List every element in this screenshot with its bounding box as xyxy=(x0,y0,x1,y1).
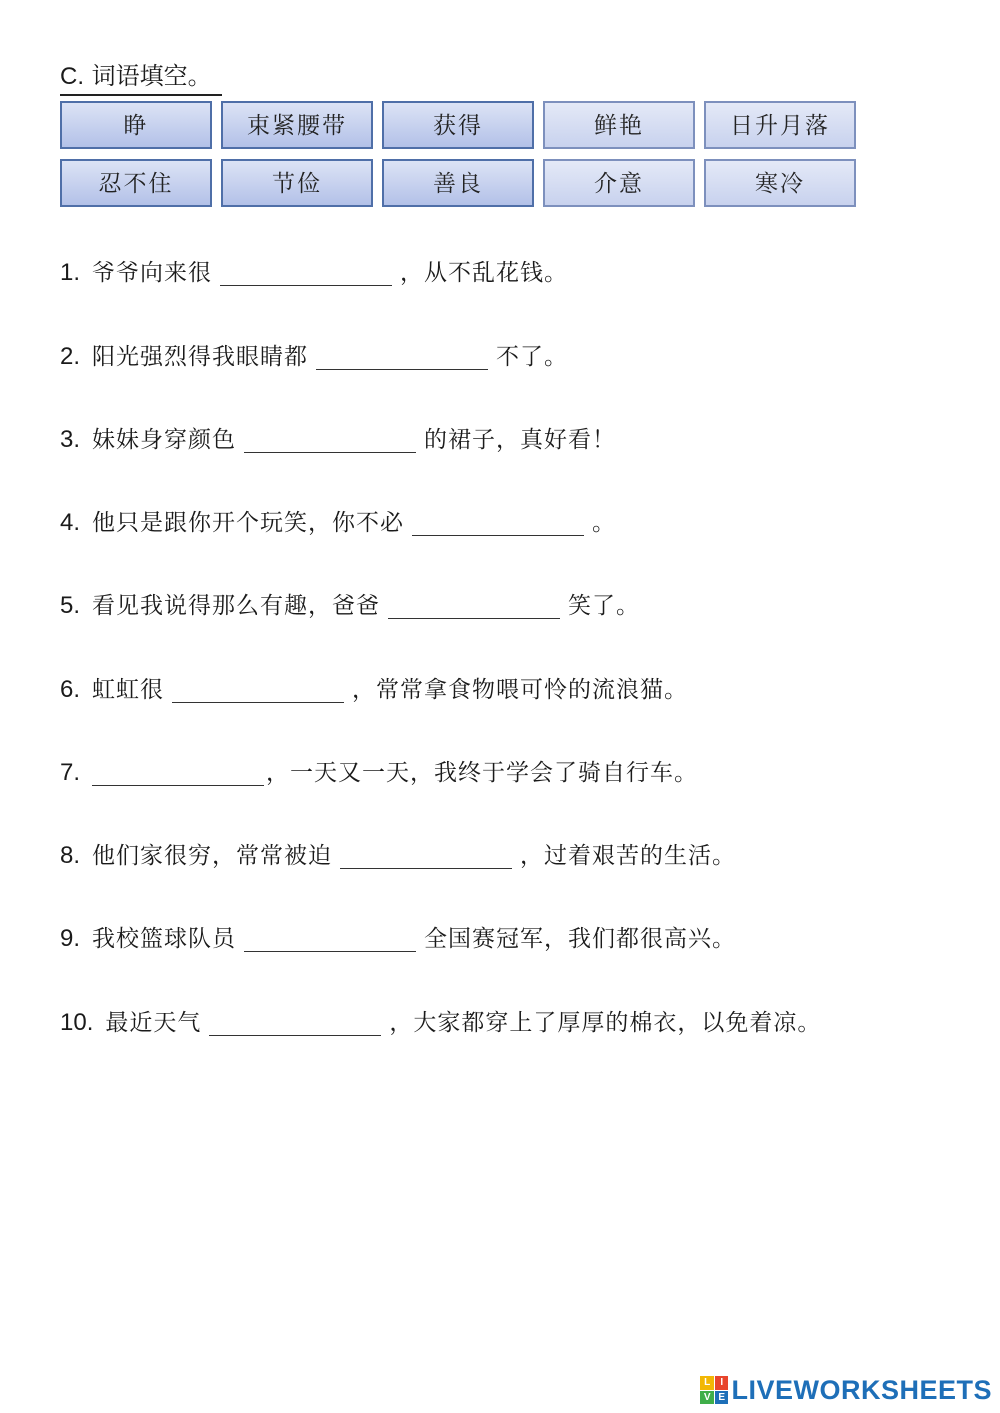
word-chip[interactable]: 日升月落 xyxy=(704,101,856,149)
question-3 xyxy=(60,425,616,455)
question-text-before: 阳光强烈得我眼睛都 xyxy=(92,344,309,370)
section-letter: C. xyxy=(60,63,84,90)
logo-text: LIVEWORKSHEETS xyxy=(731,1374,992,1405)
question-number: 10. xyxy=(60,1009,94,1036)
logo-mark-letter: L xyxy=(700,1376,714,1390)
question-text-after: 的裙子，真好看！ xyxy=(424,427,617,453)
question-number: 8. xyxy=(60,842,81,869)
word-chip[interactable]: 介意 xyxy=(543,159,695,207)
answer-blank[interactable] xyxy=(340,842,512,869)
answer-blank[interactable] xyxy=(244,426,416,453)
answer-blank[interactable] xyxy=(412,509,584,536)
question-5 xyxy=(60,591,640,621)
question-number: 5. xyxy=(60,592,81,619)
question-8 xyxy=(60,841,736,871)
word-chip[interactable]: 鲜艳 xyxy=(543,101,695,149)
question-2 xyxy=(60,342,568,372)
question-10 xyxy=(60,1008,821,1038)
answer-blank[interactable] xyxy=(388,592,560,619)
question-text-after: 。 xyxy=(592,510,617,536)
question-text-after: ，大家都穿上了厚厚的棉衣，以免着凉。 xyxy=(389,1010,822,1036)
liveworksheets-logo xyxy=(700,1373,992,1407)
question-text-after: ，过着艰苦的生活。 xyxy=(520,843,737,869)
question-text-after: ，一天又一天，我终于学会了骑自行车。 xyxy=(266,760,699,786)
question-9 xyxy=(60,924,736,954)
logo-mark-letter: I xyxy=(715,1376,729,1390)
question-text-before: 最近天气 xyxy=(105,1010,202,1036)
question-6 xyxy=(60,675,688,705)
question-4 xyxy=(60,508,616,538)
word-chip[interactable]: 获得 xyxy=(382,101,534,149)
question-text-before: 我校篮球队员 xyxy=(92,926,237,952)
word-bank xyxy=(60,101,860,209)
question-text-after: 不了。 xyxy=(496,344,569,370)
question-text-before: 爷爷向来很 xyxy=(92,260,213,286)
word-chip[interactable]: 节俭 xyxy=(221,159,373,207)
answer-blank[interactable] xyxy=(172,676,344,703)
answer-blank[interactable] xyxy=(92,759,264,786)
question-text-after: 笑了。 xyxy=(568,593,641,619)
question-text-before: 妹妹身穿颜色 xyxy=(92,427,237,453)
question-text-before: 他们家很穷，常常被迫 xyxy=(92,843,333,869)
logo-mark-icon xyxy=(700,1376,728,1404)
question-number: 1. xyxy=(60,259,81,286)
logo-mark-letter: E xyxy=(715,1391,729,1405)
answer-blank[interactable] xyxy=(316,343,488,370)
question-text-after: ，从不乱花钱。 xyxy=(400,260,569,286)
section-heading: 词语填空。 xyxy=(91,62,212,90)
answer-blank[interactable] xyxy=(220,259,392,286)
question-number: 3. xyxy=(60,426,81,453)
question-number: 2. xyxy=(60,343,81,370)
logo-mark-letter: V xyxy=(700,1391,714,1405)
answer-blank[interactable] xyxy=(209,1009,381,1036)
word-chip[interactable]: 寒冷 xyxy=(704,159,856,207)
word-chip[interactable]: 忍不住 xyxy=(60,159,212,207)
answer-blank[interactable] xyxy=(244,925,416,952)
word-chip[interactable]: 睁 xyxy=(60,101,212,149)
question-number: 6. xyxy=(60,676,81,703)
question-number: 4. xyxy=(60,509,81,536)
word-chip[interactable]: 善良 xyxy=(382,159,534,207)
question-text-before: 他只是跟你开个玩笑，你不必 xyxy=(92,510,405,536)
question-number: 9. xyxy=(60,925,81,952)
question-1 xyxy=(60,258,568,288)
question-text-after: ，常常拿食物喂可怜的流浪猫。 xyxy=(352,677,689,703)
question-text-after: 全国赛冠军，我们都很高兴。 xyxy=(424,926,737,952)
question-text-before: 看见我说得那么有趣，爸爸 xyxy=(92,593,381,619)
question-7 xyxy=(60,758,698,788)
word-chip[interactable]: 束紧腰带 xyxy=(221,101,373,149)
question-text-before: 虹虹很 xyxy=(92,677,165,703)
section-title xyxy=(60,58,222,96)
question-number: 7. xyxy=(60,759,81,786)
